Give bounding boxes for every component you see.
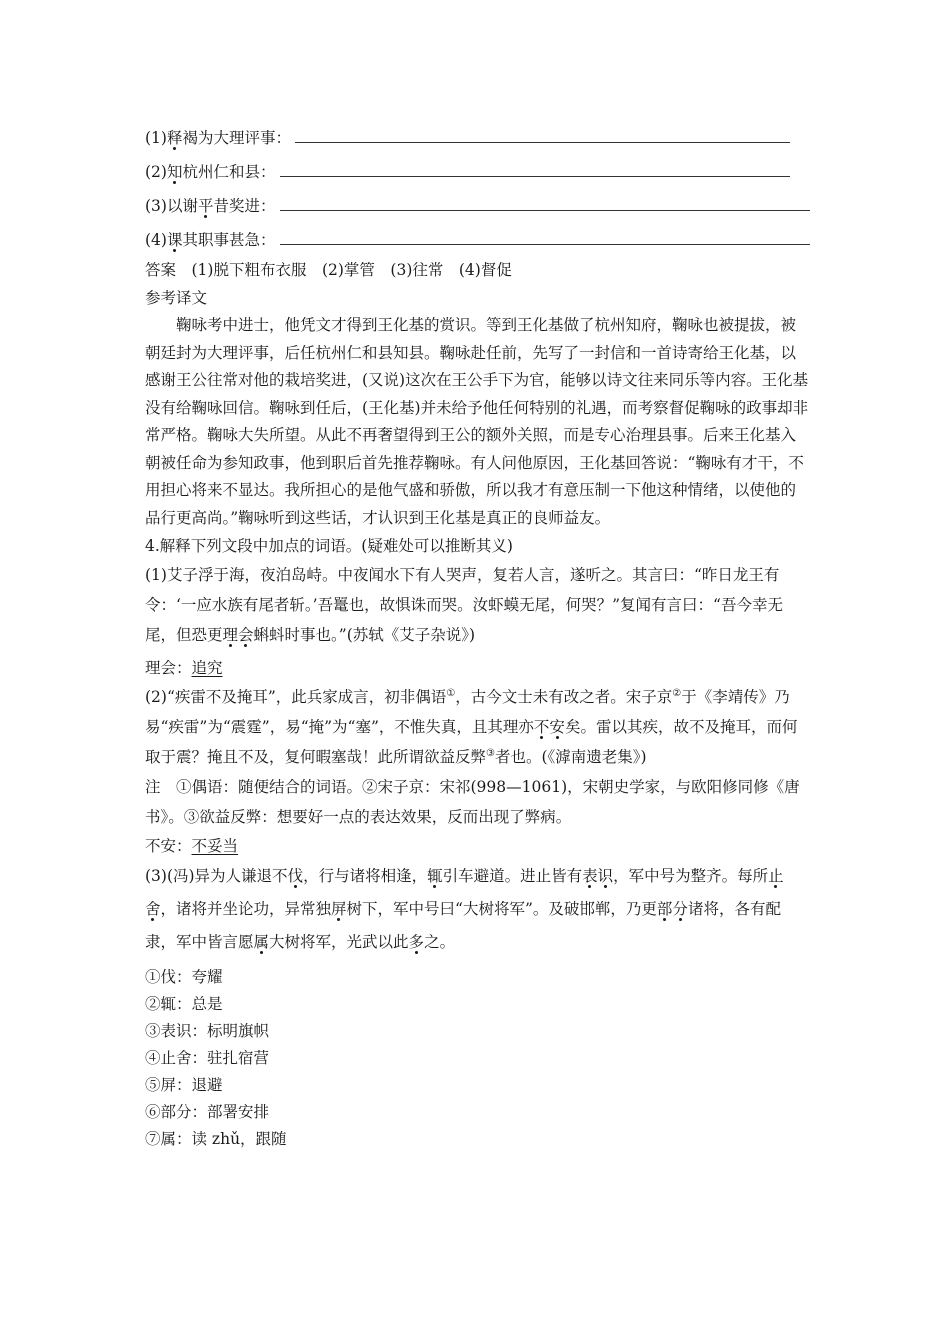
passage-2: (2)“疾雷不及掩耳”，此兵家成言，初非偶语①，古今文士未有改之者。宋子京②于《李靖传》乃易“疾雷”为“震霆”，易“掩”为“塞”，不惟失真，且其理亦不安矣。雷以其疾，故不及掩耳，而何取于震？掩且不及，复何暇塞哉！此所谓欲益反弊③者也。(《滹南遗老集》): [145, 687, 798, 766]
answer-blank: [280, 244, 811, 245]
translation-paragraph: 鞠咏考中进士，他凭文才得到王化基的赏识。等到王化基做了杭州知府，鞠咏也被提拔，被朝廷封为大理评事，后任杭州仁和县知县。鞠咏赴任前，先写了一封信和一首诗寄给王化基，以感谢王公往常对他的栽培奖进，(又说)这次在王公手下为官，能够以诗文往来同乐等内容。王化基没有给鞠咏回信。鞠咏到任后，(王化基)并未给予他任何特别的礼遇，而考察督促鞠咏的政事却非常严格。鞠咏大失所望。从此不再奢望得到王公的额外关照，而是专心治理县事。后来王化基入朝被任命为参知政事，他到职后首先推荐鞠咏。有人问他原因，王化基回答说：“鞠咏有才干，不用担心将来不显达。我所担心的是他气盛和骄傲，所以我才有意压制一下他这种情绪，以使他的品行更高尚。”鞠咏听到这些话，才认识到王化基是真正的良师益友。: [145, 316, 809, 527]
blank-label: (2)知杭州仁和县：: [145, 163, 276, 181]
list-item: ⑦属：读 zhǔ，跟随: [145, 1130, 287, 1148]
blank-label: (1)释褐为大理评事：: [145, 129, 291, 147]
passage-1: (1)艾子浮于海，夜泊岛峙。中夜闻水下有人哭声，复若人言，遂听之。其言曰：“昨日龙王有令：‘一应水族有尾者斩。’吾鼍也，故惧诛而哭。汝虾蟆无尾，何哭？”复闻有言曰：“吾今幸无尾，但恐更理会蝌蚪时事也。”(苏轼《艾子杂说》): [145, 566, 783, 644]
answer-line: 答案 (1)脱下粗布衣服 (2)掌管 (3)往常 (4)督促: [145, 261, 512, 279]
blank-label: (4)课其职事甚急：: [145, 231, 276, 249]
list-item: ③表识：标明旗帜: [145, 1022, 270, 1040]
list-item: ⑥部分：部署安排: [145, 1103, 270, 1121]
answer-blank: [280, 176, 791, 177]
blank-line-1: [145, 118, 810, 152]
answer-list: [145, 963, 810, 1152]
question-4-title: 4.解释下列文段中加点的词语。(疑难处可以推断其义): [145, 537, 513, 555]
blank-line-3: [145, 186, 810, 220]
answer-blank: [280, 210, 811, 211]
passage-3: (3)(冯)异为人谦退不伐，行与诸将相逢，辄引车避道。进止皆有表识，军中号为整齐。每所止舍，诸将并坐论功，异常独屏树下，军中号曰“大树将军”。及破邯郸，乃更部分诸将，各有配隶，军中皆言愿属大树将军，光武以此多之。: [145, 867, 784, 951]
answer-1: 理会：追究: [145, 659, 223, 677]
answer-blank: [295, 142, 790, 143]
answer-2: 不安：不妥当: [145, 837, 239, 855]
list-item: ②辄：总是: [145, 995, 223, 1013]
document-page: [145, 118, 810, 1152]
list-item: ①伐：夸耀: [145, 968, 223, 986]
blank-line-2: [145, 152, 810, 186]
footnote: 注 ①偶语：随便结合的词语。②宋子京：宋祁(998—1061)，宋朝史学家，与欧阳修同修《唐书》。③欲益反弊：想要好一点的表达效果，反而出现了弊病。: [145, 778, 800, 826]
blank-label: (3)以谢平昔奖进：: [145, 197, 276, 215]
reference-title: 参考译文: [145, 289, 208, 307]
list-item: ④止舍：驻扎宿营: [145, 1049, 270, 1067]
list-item: ⑤屏：退避: [145, 1076, 223, 1094]
blank-line-4: [145, 220, 810, 254]
